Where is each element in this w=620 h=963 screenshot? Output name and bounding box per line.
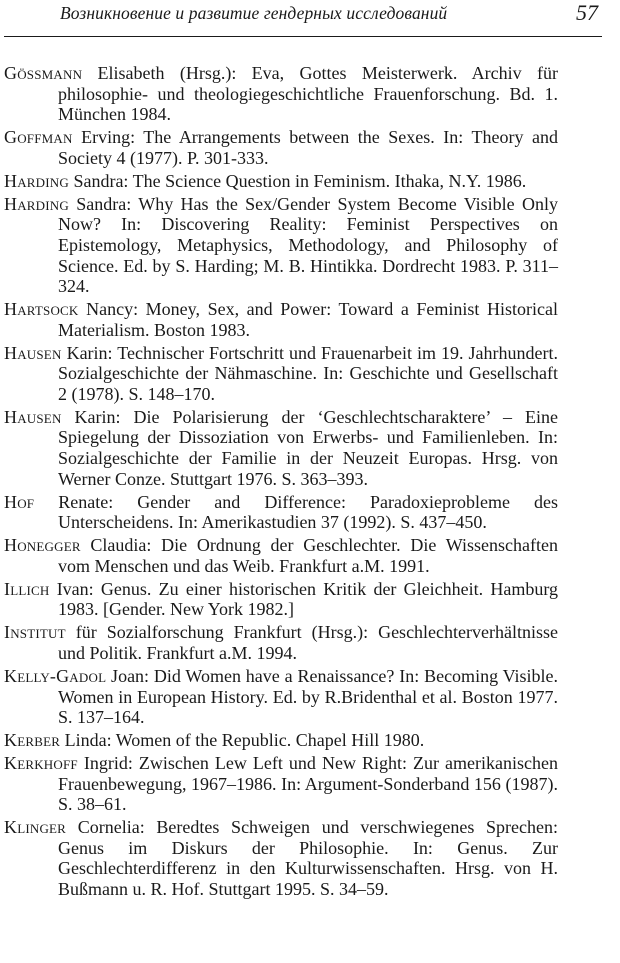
bibliography-entry — [4, 753, 558, 815]
entry-text: Elisabeth (Hrsg.): Eva, Gottes Meisterwerk. Archiv für philosophie- und theologiegeschichtliche Frauenforschung. Bd. 1. München 1984. — [58, 63, 558, 125]
page-header — [0, 0, 620, 40]
entry-author: Gössmann — [4, 63, 83, 83]
entry-author: Hartsock — [4, 299, 79, 320]
entry-text: Linda: Women of the Republic. Chapel Hill 1980. — [60, 730, 425, 751]
bibliography-entry — [4, 171, 558, 192]
entry-author: Harding — [4, 193, 69, 214]
entry-author: Honegger — [4, 535, 81, 556]
entry-text: Ingrid: Zwischen Lew Left und New Right: Zur amerikanischen Frauenbewegung, 1967–1986. In: Argument-Sonderband 156 (1987). S. 38–61. — [58, 753, 558, 815]
bibliography-entry — [4, 299, 558, 340]
bibliography-entry — [4, 194, 558, 297]
bibliography-list — [4, 63, 558, 902]
bibliography-entry — [4, 666, 558, 728]
bibliography-entry — [4, 730, 558, 751]
entry-text: Renate: Gender and Difference: Paradoxieprobleme des Unterscheidens. In: Amerikastudien 37 (1992). S. 437–450. — [34, 491, 558, 533]
entry-text: Ivan: Genus. Zu einer historischen Kritik der Gleichheit. Hamburg 1983. [Gender. New York 1982.] — [49, 578, 558, 620]
entry-text: Joan: Did Women have a Renaissance? In: Becoming Visible. Women in European History. Ed. by R.Bridenthal et al. Boston 1977. S. 137–164. — [58, 665, 558, 728]
header-rule — [4, 36, 602, 37]
entry-text: Sandra: Why Has the Sex/Gender System Become Visible Only Now? In: Discovering Reality: Feminist Perspectives on Epistemology, Metaphysics, Methodology, and Philosophy of Science. Ed. by S. Harding; M. B. Hintikka. Dordrecht 1983. P. 311–324. — [58, 193, 558, 297]
entry-text: Karin: Technischer Fortschritt und Frauenarbeit im 19. Jahrhundert. Sozialgeschichte der Nähmaschine. In: Geschichte und Gesellschaft 2 (1978). S. 148–170. — [58, 342, 558, 404]
entry-author: Goffman — [4, 127, 73, 148]
entry-text: Cornelia: Beredtes Schweigen und verschwiegenes Sprechen: Genus im Diskurs der Philosophie. In: Genus. Zur Geschlechterdifferenz in den Kulturwissenschaften. Hrsg. von H. Bußmann u. R. Hof. Stuttgart 1995. S. 34–59. — [58, 817, 558, 900]
entry-author: Illich — [4, 578, 50, 599]
entry-author: Kerkhoff — [4, 753, 78, 774]
entry-text: Nancy: Money, Sex, and Power: Toward a Feminist Historical Materialism. Boston 1983. — [58, 299, 558, 340]
entry-author: Hausen — [4, 342, 62, 363]
bibliography-entry — [4, 343, 558, 405]
entry-text: Karin: Die Polarisierung der ‘Geschlechtscharaktere’ – Eine Spiegelung der Dissoziation von Erwerbs- und Familienleben. In: Sozialgeschichte der Familie in der Neuzeit Europas. Hrsg. von Werner Conze. Stuttgart 1976. S. 363–393. — [58, 406, 558, 489]
page-number: 57 — [576, 0, 598, 25]
entry-text: Sandra: The Science Question in Feminism. Ithaka, N.Y. 1986. — [68, 170, 527, 191]
entry-author: Hof — [4, 491, 35, 512]
bibliography-entry — [4, 622, 558, 663]
entry-author: Harding — [4, 170, 69, 191]
entry-text: Erving: The Arrangements between the Sexes. In: Theory and Society 4 (1977). P. 301-333. — [58, 127, 558, 168]
entry-author: Kelly-Gadol — [4, 665, 107, 686]
bibliography-entry — [4, 817, 558, 899]
entry-text: für Sozialforschung Frankfurt (Hrsg.): Geschlechterverhältnisse und Politik. Frankfurt a.M. 1994. — [58, 622, 558, 663]
bibliography-entry — [4, 492, 558, 533]
bibliography-entry — [4, 579, 558, 620]
bibliography-entry — [4, 535, 558, 576]
entry-author: Hausen — [4, 406, 62, 427]
entry-text: Claudia: Die Ordnung der Geschlechter. Die Wissenschaften vom Menschen und das Weib. Frankfurt a.M. 1991. — [58, 535, 558, 576]
bibliography-entry — [4, 127, 558, 168]
entry-author: Kerber — [4, 730, 61, 751]
bibliography-entry — [4, 63, 558, 125]
entry-author: Klinger — [4, 817, 67, 838]
entry-author: Institut — [4, 622, 66, 643]
running-title: Возникновение и развитие гендерных исследований — [60, 3, 448, 23]
bibliography-entry — [4, 407, 558, 489]
